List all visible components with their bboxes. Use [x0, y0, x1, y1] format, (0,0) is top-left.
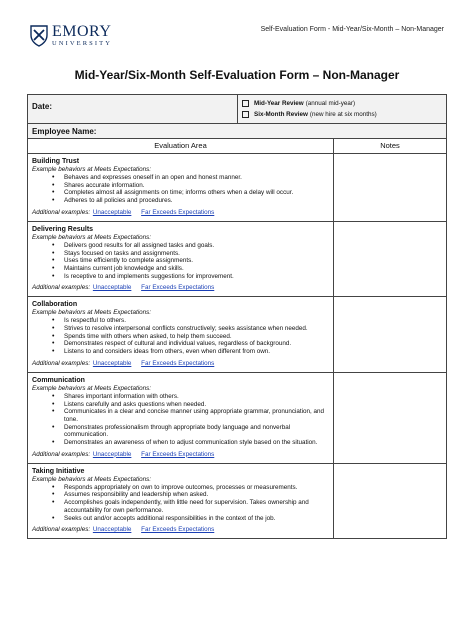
- additional-examples: [32, 360, 329, 368]
- column-header-evaluation-area: Evaluation Area: [28, 139, 334, 153]
- table-header: [28, 139, 446, 154]
- section-title: Communication: [32, 376, 85, 384]
- behavior-item: • Maintains current job knowledge and skills.: [52, 265, 329, 273]
- additional-examples-label: Additional examples:: [32, 450, 91, 458]
- emory-logo: [30, 24, 112, 48]
- unacceptable-link[interactable]: Unacceptable: [92, 450, 132, 458]
- behavior-item: • Uses time efficiently to complete assignments.: [52, 257, 329, 265]
- evaluation-form: [27, 94, 447, 539]
- behavior-item: • Shares accurate information.: [52, 182, 329, 190]
- review-option-detail: (annual mid-year): [305, 100, 356, 107]
- header-note: Self-Evaluation Form - Mid-Year/Six-Month – Non-Manager: [260, 26, 444, 33]
- far-exceeds-link[interactable]: Far Exceeds Expectations: [141, 208, 215, 216]
- behavior-item: • Spends time with others when asked, to help them succeed.: [52, 333, 329, 341]
- date-row: [28, 95, 446, 124]
- evaluation-area-cell: [28, 373, 334, 463]
- review-option-label: Six-Month Review: [254, 111, 308, 118]
- evaluation-area-cell: [28, 154, 334, 221]
- section-intro: Example behaviors at Meets Expectations:: [32, 384, 152, 392]
- evaluation-section: [28, 297, 446, 373]
- review-option-detail: (new hire at six months): [309, 111, 377, 118]
- evaluation-area-cell: [28, 297, 334, 372]
- section-title: Building Trust: [32, 158, 80, 165]
- behavior-list: [32, 174, 329, 205]
- employee-name-label: Employee Name:: [32, 127, 97, 136]
- unacceptable-link[interactable]: Unacceptable: [92, 359, 132, 367]
- behavior-item: • Demonstrates an awareness of when to adjust communication style based on the situation.: [52, 439, 329, 447]
- section-intro: Example behaviors at Meets Expectations:: [32, 233, 152, 241]
- behavior-item: • Accomplishes goals independently, with little need for supervision. Takes ownership and accountability for own performance.: [52, 499, 329, 514]
- logo-name: EMORY: [52, 23, 112, 40]
- behavior-item: • Communicates in a clear and concise manner using appropriate grammar, pronunciation, and tone.: [52, 408, 329, 423]
- section-title: Taking Initiative: [32, 467, 85, 475]
- additional-examples-label: Additional examples:: [32, 359, 91, 367]
- behavior-item: • Responds appropriately on own to improve outcomes, processes or measurements.: [52, 484, 329, 492]
- logo-subtitle: UNIVERSITY: [52, 40, 112, 47]
- behavior-item: • Delivers good results for all assigned tasks and goals.: [52, 242, 329, 250]
- section-intro: Example behaviors at Meets Expectations:: [32, 166, 152, 173]
- behavior-item: • Listens to and considers ideas from others, even when different from own.: [52, 348, 329, 356]
- unacceptable-link[interactable]: Unacceptable: [92, 526, 132, 534]
- far-exceeds-link[interactable]: Far Exceeds Expectations: [141, 450, 215, 458]
- shield-icon: [30, 25, 48, 47]
- notes-cell[interactable]: [334, 297, 446, 372]
- page-title: Mid-Year/Six-Month Self-Evaluation Form – Non-Manager: [74, 68, 400, 82]
- behavior-list: [32, 317, 329, 356]
- date-field[interactable]: [28, 95, 238, 123]
- notes-cell[interactable]: [334, 464, 446, 539]
- additional-examples: [32, 284, 329, 292]
- evaluation-area-cell: [28, 222, 334, 297]
- additional-examples: [32, 451, 329, 459]
- review-option-mid-year[interactable]: [242, 98, 442, 109]
- checkbox-icon[interactable]: [242, 111, 249, 118]
- additional-examples-label: Additional examples:: [32, 208, 91, 216]
- behavior-item: • Seeks out and/or accepts additional responsibilities in the context of the job.: [52, 515, 329, 523]
- behavior-list: [32, 484, 329, 523]
- section-intro: Example behaviors at Meets Expectations:: [32, 475, 152, 483]
- section-title: Delivering Results: [32, 225, 94, 233]
- behavior-list: [32, 393, 329, 447]
- behavior-item: • Adheres to all policies and procedures.: [52, 197, 329, 205]
- behavior-item: • Assumes responsibility and leadership when asked.: [52, 491, 329, 499]
- behavior-item: • Shares important information with others.: [52, 393, 329, 401]
- column-header-notes: Notes: [380, 141, 400, 150]
- additional-examples: [32, 209, 329, 217]
- review-option-label: Mid-Year Review: [254, 100, 304, 107]
- evaluation-section: [28, 373, 446, 464]
- far-exceeds-link[interactable]: Far Exceeds Expectations: [141, 526, 215, 534]
- review-option-six-month[interactable]: [242, 109, 442, 120]
- additional-examples: [32, 526, 329, 534]
- additional-examples-label: Additional examples:: [32, 284, 91, 292]
- behavior-list: [32, 242, 329, 281]
- behavior-item: • Is respectful to others.: [52, 317, 329, 325]
- notes-cell[interactable]: [334, 373, 446, 463]
- additional-examples-label: Additional examples:: [32, 526, 91, 534]
- employee-name-field[interactable]: [28, 124, 446, 139]
- behavior-item: • Is receptive to and implements suggestions for improvement.: [52, 273, 329, 281]
- behavior-item: • Listens carefully and asks questions when needed.: [52, 401, 329, 409]
- date-label: Date:: [32, 102, 53, 111]
- section-intro: Example behaviors at Meets Expectations:: [32, 309, 152, 317]
- unacceptable-link[interactable]: Unacceptable: [92, 284, 132, 292]
- behavior-item: • Completes almost all assignments on time; informs others when a delay will occur.: [52, 189, 329, 197]
- unacceptable-link[interactable]: Unacceptable: [92, 208, 132, 216]
- behavior-item: • Demonstrates professionalism through appropriate body language and nonverbal communication.: [52, 424, 329, 439]
- notes-cell[interactable]: [334, 154, 446, 221]
- evaluation-section: [28, 464, 446, 539]
- behavior-item: • Demonstrates respect of cultural and individual values, regardless of background.: [52, 340, 329, 348]
- far-exceeds-link[interactable]: Far Exceeds Expectations: [141, 284, 215, 292]
- far-exceeds-link[interactable]: Far Exceeds Expectations: [141, 359, 215, 367]
- behavior-item: • Stays focused on tasks and assignments.: [52, 250, 329, 258]
- notes-cell[interactable]: [334, 222, 446, 297]
- behavior-item: • Behaves and expresses oneself in an open and honest manner.: [52, 174, 329, 182]
- checkbox-icon[interactable]: [242, 100, 249, 107]
- section-title: Collaboration: [32, 301, 78, 309]
- evaluation-area-cell: [28, 464, 334, 539]
- evaluation-section: [28, 222, 446, 298]
- review-type-options: [238, 95, 446, 123]
- evaluation-section: [28, 154, 446, 222]
- behavior-item: • Strives to resolve interpersonal conflicts constructively; seeks assistance when needed.: [52, 325, 329, 333]
